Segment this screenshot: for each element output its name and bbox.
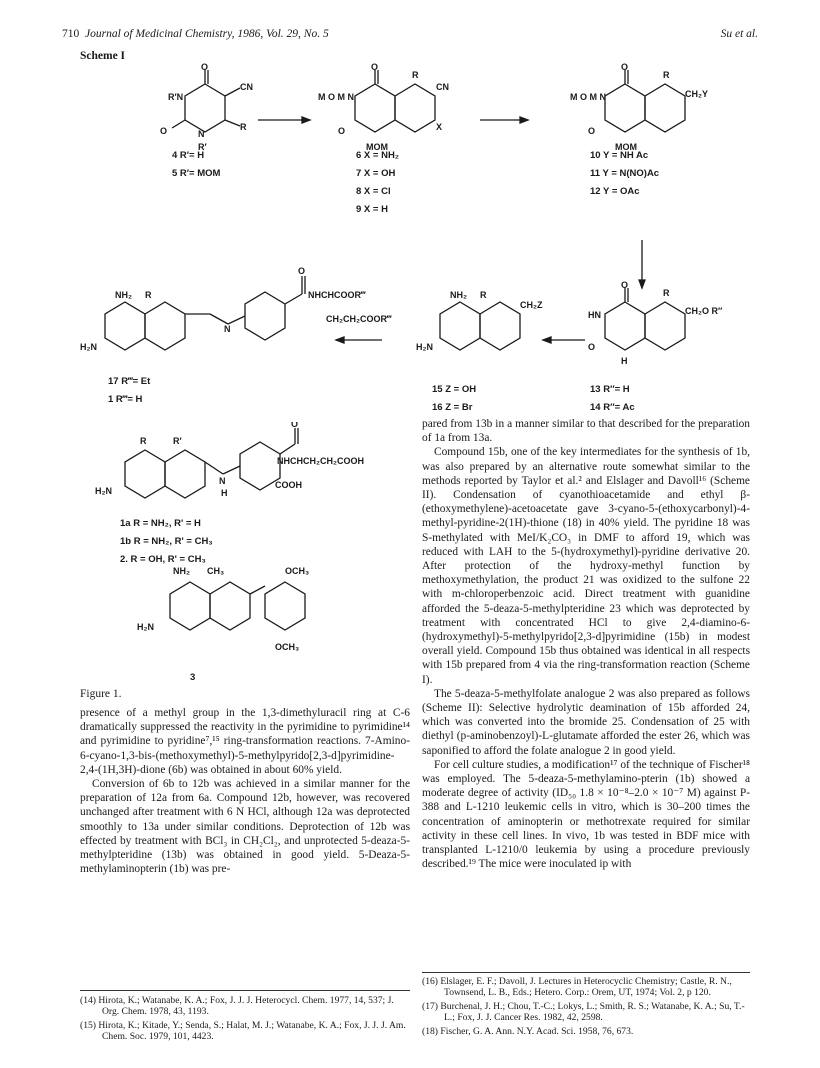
- svg-text:NH₂: NH₂: [115, 290, 132, 300]
- label-10: 10 Y = NH Ac: [590, 150, 649, 161]
- label-12: 12 Y = OAc: [590, 186, 640, 197]
- paragraph: The 5-deaza-5-methylfolate analogue 2 was also prepared as follows (Scheme II): Selective hydrolytic deamination of 15b afforded 24, which was converted into the bromide 25. Condensation of 25 with diethyl (p-aminobenzoyl)-L-glutamate afforded the ester 26, which was saponified to afford the folate analogue 2 in good yield.: [422, 687, 750, 757]
- svg-text:O: O: [588, 342, 596, 352]
- svg-text:CN: CN: [436, 82, 449, 92]
- svg-text:R: R: [480, 290, 487, 300]
- svg-text:H₂N: H₂N: [137, 622, 154, 632]
- label-2: 2. R = OH, R' = CH₃: [120, 554, 206, 565]
- label-1b: 1b R = NH₂, R' = CH₃: [120, 536, 213, 547]
- svg-text:CH₂CH₂COOR‴: CH₂CH₂COOR‴: [326, 314, 392, 324]
- structure-17-1: [80, 266, 392, 352]
- svg-text:H₂N: H₂N: [80, 342, 97, 352]
- svg-text:H₂N: H₂N: [95, 486, 112, 496]
- svg-text:CH₃: CH₃: [207, 566, 225, 576]
- label-5: 5 R′= MOM: [172, 168, 221, 179]
- scheme-title: Scheme I: [80, 50, 126, 62]
- paragraph: Conversion of 6b to 12b was achieved in a similar manner for the preparation of 12a from 6a. Compound 12b, however, was recovered unchanged after treatment with 6 N HCl, although 12a was deprotected smoothly to 13a under similar conditions. Deprotection of 12b was effected by treatment with BCl₃ in CH₂Cl₂, and unprotected 5-deaza-5-methylpteridine (13b) was obtained in good yield. 5-Deaza-5-methylaminopterin (1b) was pre-: [80, 778, 410, 876]
- svg-text:CH₂Y: CH₂Y: [685, 89, 709, 99]
- structure-10-12: [570, 62, 708, 152]
- svg-text:R′: R′: [198, 142, 207, 152]
- svg-text:N: N: [219, 476, 226, 486]
- svg-text:R: R: [412, 70, 419, 80]
- svg-text:O: O: [298, 266, 306, 276]
- svg-text:MOM: MOM: [615, 142, 637, 152]
- footnote: (18) Fischer, G. A. Ann. N.Y. Acad. Sci. 1958, 76, 673.: [422, 1025, 634, 1037]
- svg-text:NHCHCH₂CH₂COOH: NHCHCH₂CH₂COOH: [277, 456, 364, 466]
- footnote: (14) Hirota, K.; Watanabe, K. A.; Fox, J. J. J. Heterocycl. Chem. 1977, 14, 537; J. Org. Chem. 1978, 43, 1193.: [80, 995, 394, 1018]
- scheme-1-diagram: [80, 62, 760, 412]
- svg-text:O: O: [338, 126, 346, 136]
- svg-text:R′N: R′N: [168, 92, 184, 102]
- label-3: 3: [190, 672, 196, 683]
- svg-text:R: R: [663, 288, 670, 298]
- svg-text:O: O: [201, 62, 209, 72]
- svg-text:N: N: [224, 324, 231, 334]
- svg-text:O: O: [291, 422, 299, 429]
- paragraph: presence of a methyl group in the 1,3-dimethyluracil ring at C-6 dramatically suppressed the reactivity in the pyrimidine to pyrimidine¹⁴ and pyrimidine to pyridine⁷,¹⁵ ring-transformation reactions. 7-Amino-6-cyano-1,3-bis-(methoxymethyl)-5-methylpyrido[2,3-d]pyrimidine-2,4-(1H,3H)-dione (6b) was obtained in about 60% yield.: [80, 707, 410, 776]
- structure-15-16: [416, 290, 543, 352]
- label-8: 8 X = Cl: [356, 186, 391, 197]
- svg-text:OCH₃: OCH₃: [275, 642, 300, 652]
- paragraph: For cell culture studies, a modification¹⁷ of the technique of Fischer¹⁸ was employed. The 5-deaza-5-methylamino-pterin (1b) showed a moderate degree of activity (ID₅₀ 1.8 × 10⁻⁸–2.0 × 10⁻⁷ M) against P-388 and L-1210 leukemic cells in vitro, which is 30–200 times the concentration of aminopterin or methotrexate required for similar activity in these cell lines. In vivo, 1b was tested in BDF mice with transplanted L-1210/0 leukemia by using a procedure previously described.¹⁹ The mice were inoculated ip with: [422, 758, 750, 871]
- svg-text:NH₂: NH₂: [173, 566, 190, 576]
- svg-text:CH₂Z: CH₂Z: [520, 300, 543, 310]
- page-header-left: [62, 28, 329, 40]
- footnote-rule-right: [422, 972, 750, 973]
- svg-text:NHCHCOOR‴: NHCHCOOR‴: [308, 290, 366, 300]
- svg-text:H: H: [221, 488, 228, 498]
- svg-text:O: O: [621, 62, 629, 72]
- footnote: (17) Burchenal, J. H.; Chou, T.-C.; Lokys, L.; Smith, R. S.; Watanabe, K. A.; Su, T.-L.; Fox, J. J. Cancer Res. 1982, 42, 2598.: [422, 1000, 745, 1024]
- svg-text:O: O: [160, 126, 168, 136]
- footnote-rule-left: [80, 990, 410, 991]
- left-column-text: [80, 706, 410, 876]
- footnotes-left: [80, 995, 410, 1045]
- svg-text:MOM: MOM: [366, 142, 388, 152]
- figure-1-diagram: [95, 422, 405, 672]
- right-column-text: [422, 417, 750, 872]
- svg-text:M O M N: M O M N: [318, 92, 354, 102]
- label-1: 1 R‴= H: [108, 394, 143, 405]
- label-13: 13 R″= H: [590, 384, 630, 395]
- structure-3: [137, 566, 309, 652]
- svg-text:H: H: [621, 356, 628, 366]
- label-14: 14 R″= Ac: [590, 402, 635, 413]
- svg-text:R′: R′: [173, 436, 182, 446]
- svg-text:CN: CN: [240, 82, 253, 92]
- svg-text:O: O: [588, 126, 596, 136]
- svg-text:CH₂O R″: CH₂O R″: [685, 306, 723, 316]
- paragraph: pared from 13b in a manner similar to that described for the preparation of 1a from 13a.: [422, 418, 750, 445]
- label-17: 17 R‴= Et: [108, 376, 151, 387]
- svg-text:R: R: [145, 290, 152, 300]
- svg-text:R: R: [240, 122, 247, 132]
- svg-text:M O M N: M O M N: [570, 92, 606, 102]
- label-16: 16 Z = Br: [432, 402, 473, 413]
- svg-text:R: R: [663, 70, 670, 80]
- structure-6-9: [318, 62, 449, 152]
- label-6: 6 X = NH₂: [356, 150, 400, 161]
- page-number: 710: [62, 28, 80, 40]
- svg-text:N: N: [198, 129, 205, 139]
- footnote: (15) Hirota, K.; Kitade, Y.; Senda, S.; Halat, M. J.; Watanabe, K. A.; Fox, J. J. J. Am. Chem. Soc. 1979, 101, 4423.: [80, 1019, 406, 1043]
- figure-caption: Figure 1.: [80, 688, 122, 700]
- journal-name: Journal of Medicinal Chemistry, 1986, Vol. 29, No. 5: [85, 28, 329, 40]
- svg-text:R: R: [140, 436, 147, 446]
- svg-text:HN: HN: [588, 310, 601, 320]
- svg-text:H₂N: H₂N: [416, 342, 433, 352]
- label-15: 15 Z = OH: [432, 384, 477, 395]
- svg-text:O: O: [371, 62, 379, 72]
- label-7: 7 X = OH: [356, 168, 396, 179]
- label-1a: 1a R = NH₂, R' = H: [120, 518, 201, 529]
- label-11: 11 Y = N(NO)Ac: [590, 168, 660, 179]
- paragraph: Compound 15b, one of the key intermediates for the synthesis of 1b, was also prepared by an alternative route somewhat similar to the methods reported by Taylor et al.² and Elslager and Davoll¹⁶ (Scheme II). Condensation of cyanothioacetamide and ethyl β-(ethoxymethylene)-acetoacetate gave 3-cyano-5-(ethoxycarbonyl)-4-methyl-pyridine-2(1H)-thione (18) in 40% yield. The pyridine 18 was S-methylated with MeI/K₂CO₃ in DMF to afford 19, which was reduced with LAH to the 5-(hydroxymethyl)-pyridine derivative 20. After protection of the hydroxy-methyl function by methoxymethylation, the product 21 was oxidized to the sulfone 22 with m-chloroperbenzoic acid. Direct treatment with guanidine afforded the 5-deaza-5-methylpteridine 23 which was deprotected by treatment with concentrated HCl to give 2,4-diamino-6-(hydroxymethyl)-5-methylpyrido[2,3-d]pyrimidine (15b) in modest overall yield. Compound 15b thus obtained was identical in all respects with 15b prepared from 4 via the ring-transformation reaction (Scheme I).: [422, 446, 750, 686]
- footnote: (16) Elslager, E. F.; Davoll, J. Lectures in Heterocyclic Chemistry; Castle, R. N., Townsend, L. B., Eds.; Hetero. Corp.: Orem, UT, 1974; Vol. 2, p 120.: [422, 976, 732, 999]
- svg-text:O: O: [621, 280, 629, 290]
- running-authors: Su et al.: [720, 28, 758, 40]
- structure-1a-1b-2: [95, 422, 364, 498]
- footnotes-right: [422, 976, 750, 1039]
- label-4: 4 R′= H: [172, 150, 205, 161]
- structure-4-5: [160, 62, 253, 152]
- label-9: 9 X = H: [356, 204, 388, 215]
- svg-text:OCH₃: OCH₃: [285, 566, 310, 576]
- structure-13-14: [588, 280, 723, 366]
- svg-text:NH₂: NH₂: [450, 290, 467, 300]
- svg-text:X: X: [436, 122, 443, 132]
- svg-text:COOH: COOH: [275, 480, 302, 490]
